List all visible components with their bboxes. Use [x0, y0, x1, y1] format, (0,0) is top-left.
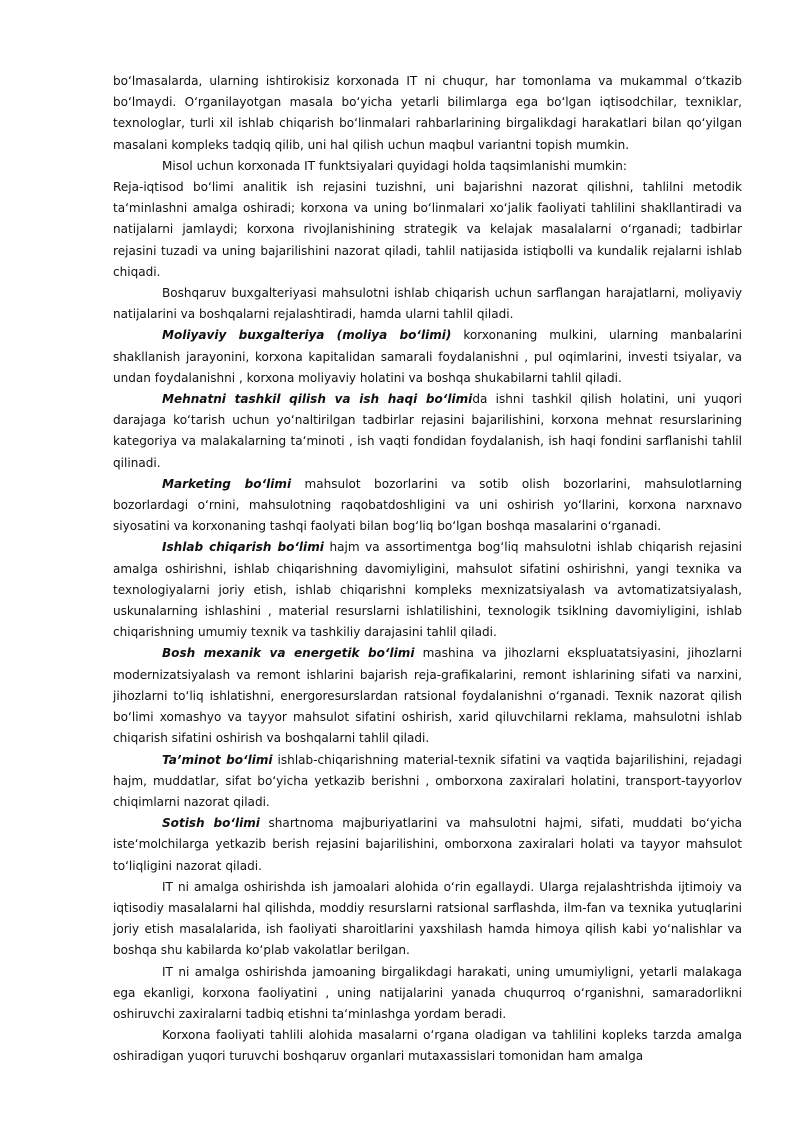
- body-ishlab-chiqarish: hajm va assortimentga bog‘liq mahsulotni ishlab chiqarish rejasini amalga oshirishni, ishlab chiqarishning davomiyligini, mahsulot sifatini oshirishni, yangi texnika va texnologiyalarni joriy etish, ishlab chiqarishni kompleks mexnizatsiyalash va avtomatizatsiyalash, uskunalarning ishlashini , material resurslarni ishlatilishini, texnologik tsiklning davomiyligini, ishlab chiqarishning umumiy texnik va tashkiliy darajasini tahlil qiladi.: [113, 540, 742, 640]
- heading-moliyaviy-buxgalteriya: Moliyaviy buxgalteriya (moliya bo‘limi): [162, 328, 452, 343]
- paragraph-it-functions-intro: Misol uchun korxonada IT funktsiyalari quyidagi holda taqsimlanishi mumkin:: [162, 158, 627, 173]
- paragraph-continuation: bo‘lmasalarda, ularning ishtirokisiz korxonada IT ni chuqur, har tomonlama va mukammal o‘tkazib bo‘lmaydi. O‘rganilayotgan masala bo‘yicha yetarli bilimlarga ega bo‘lgan iqtisodchilar, texniklar, texnologlar, turli xil ishlab chiqarish bo‘linmalari rahbarlarining birgalikdagi harakatlari bilan qo‘yilgan masalani kompleks tadqiq qilib, uni hal qilish uchun maqbul variantni topish mumkin.: [113, 74, 742, 152]
- body-taminot: ishlab-chiqarishning material-texnik sifatini va vaqtida bajarilishini, rejadagi hajm, muddatlar, sifat bo‘yicha yetkazib berishni , omborxona zaxiralari holatini, transport-tayyorlov chiqimlarni nazorat qiladi.: [113, 752, 742, 809]
- heading-bosh-mexanik: Bosh mexanik va energetik bo‘limi: [162, 646, 415, 661]
- body-moliyaviy-buxgalteriya: korxonaning mulkini, ularning manbalarini shakllanish jarayonini, korxona kapitalidan samarali foydalanishni , pul oqimlarini, investi tsiyalar, va undan foydalanishni , korxona moliyaviy holatini va boshqa shukabilarni tahlil qiladi.: [113, 328, 742, 385]
- paragraph-marketing: [113, 474, 742, 538]
- body-sotish: shartnoma majburiyatlarini va mahsulotni hajmi, sifati, muddati bo‘yicha iste‘molchilarga yetkazib berish rejasini bajarilishini, omborxona zaxiralari holati va tayyor mahsulot to‘liqligini nazorat qiladi.: [113, 816, 743, 873]
- heading-taminot: Ta’minot bo‘limi: [162, 752, 273, 767]
- heading-ishlab-chiqarish: Ishlab chiqarish bo‘limi: [162, 540, 324, 555]
- paragraph-reja-iqtisod: Reja-iqtisod bo‘limi analitik ish rejasini tuzishni, uni bajarishni nazorat qilishni, tahlilni metodik ta‘minlashni amalga oshiradi; korxona va uning bo‘linmalari xo‘jalik faoliyati tahlilini shakllantiradi va natijalarni jamlaydi; korxona rivojlanishining strategik va kelajak masalalarni o‘rganadi; tadbirlar rejasini tuzadi va uning bajarilishini nazorat qiladi, tahlil natijasida istiqbolli va kundalik rejalarni ishlab chiqadi.: [113, 180, 742, 279]
- paragraph-ishlab-chiqarish: [113, 537, 742, 643]
- paragraph-moliyaviy-buxgalteriya: [113, 325, 742, 389]
- heading-marketing: Marketing bo‘limi: [162, 476, 292, 491]
- paragraph-taminot: [113, 750, 742, 814]
- paragraph-korxona-faoliyati: Korxona faoliyati tahlili alohida masalarni o‘rgana oladigan va tahlilini kopleks tarzda amalga oshiradigan yuqori turuvchi boshqaruv organlari mutaxassislari tomonidan ham amalga: [113, 1028, 742, 1064]
- paragraph-jamoa-harakati: IT ni amalga oshirishda jamoaning birgalikdagi harakati, uning umumiyligni, yetarli malakaga ega ekanligi, korxona faoliyatini , uning natijalarini yanada chuqurroq o‘rganishni, samaradorlikni oshiruvchi zaxiralarni tadbiq etishni ta‘minlashga yordam beradi.: [113, 964, 742, 1021]
- heading-sotish: Sotish bo‘limi: [162, 816, 260, 831]
- heading-mehnat: Mehnatni tashkil qilish va ish haqi bo‘limi: [162, 392, 473, 407]
- paragraph-bosh-mexanik: [113, 643, 742, 749]
- paragraph-sotish: [113, 813, 742, 877]
- body-bosh-mexanik: mashina va jihozlarni ekspluatatsiyasini, jihozlarni modernizatsiyalash va remont ishlarini bajarish reja-grafikalarini, remont ishlarining sifati va narxini, jihozlarni to‘liq ishlatishni, energoresurslardan ratsional foydalanishni o‘rganadi. Texnik nazorat qilish bo‘limi xomashyo va tayyor mahsulot sifatini oshirish, xarid qiluvchilarni reklama, mahsulotni ishlab chiqarish sifatini oshirish va boshqalarni tahlil qiladi.: [113, 646, 742, 746]
- document-page: [113, 71, 742, 1068]
- paragraph-mehnat: [113, 389, 742, 474]
- paragraph-ish-jamoalari: IT ni amalga oshirishda ish jamoalari alohida o‘rin egallaydi. Ularga rejalashtrishda ijtimoiy va iqtisodiy masalalarni hal qilishda, moddiy resurslarni ratsional sarflashda, ilm-fan va texnika yutuqlarini joriy etish masalalarida, ish faoliyati sharoitlarini yaxshilash hamda himoya qilish kabi yo‘nalishlar va boshqa shu kabilarda ko‘plab vakolatlar berilgan.: [113, 879, 742, 958]
- body-mehnat: da ishni tashkil qilish holatini, uni yuqori darajaga ko‘tarish uchun yo‘naltirilgan tadbirlar rejasini bajarilishini, korxona mehnat resurslarining kategoriya va malakalarning ta‘minoti , ish vaqti fondidan foydalanish, ish haqi fondini sarflanishi tahlil qilinadi.: [113, 392, 742, 470]
- body-marketing: mahsulot bozorlarini va sotib olish bozorlarini, mahsulotlarning bozorlardagi o‘rnini, mahsulotning raqobatdoshligini va uni oshirish yo‘llarini, korxona narxnavo siyosatini va korxonaning tashqi faolyati bilan bog‘liq bo‘lgan boshqa masalarini o‘rganadi.: [113, 476, 742, 534]
- paragraph-boshqaruv-buxgalteriyasi: Boshqaruv buxgalteriyasi mahsulotni ishlab chiqarish uchun sarflangan harajatlarni, moliyaviy natijalarini va boshqalarni rejalashtiradi, hamda ularni tahlil qiladi.: [113, 286, 742, 322]
